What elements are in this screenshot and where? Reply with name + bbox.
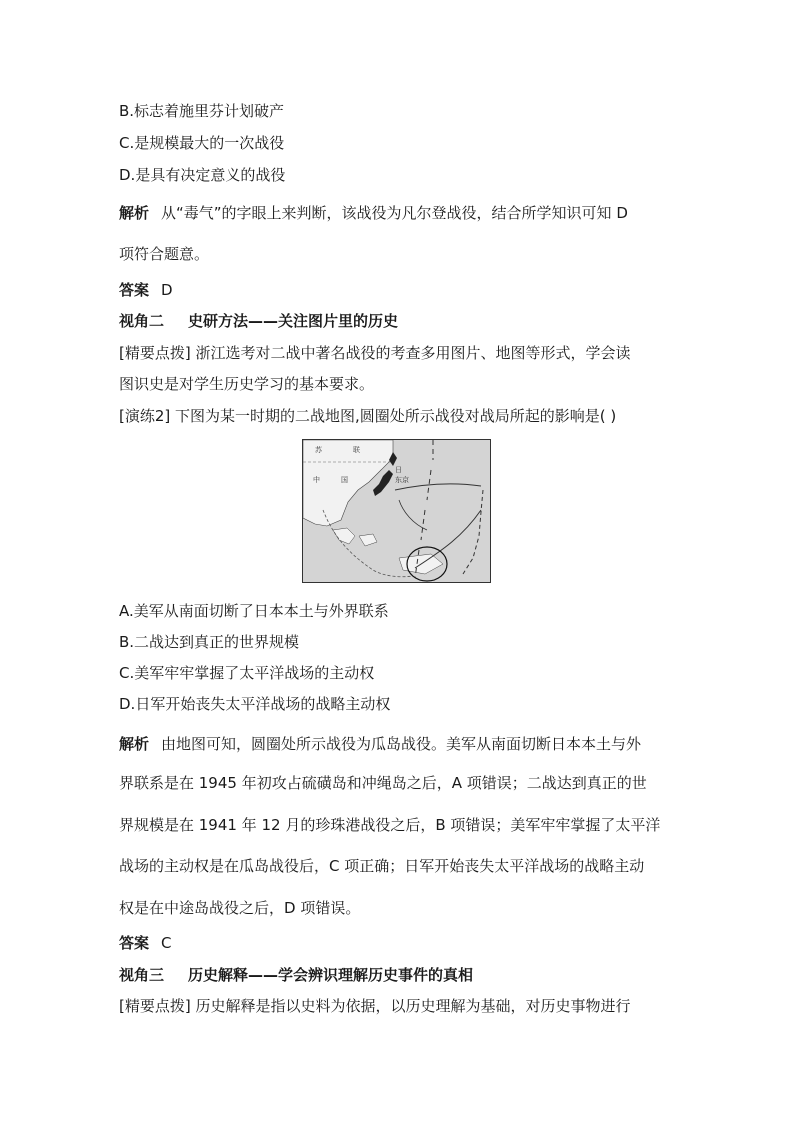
section2-tip-label: [精要点拨] [119,344,191,362]
map-label-su: 苏 [315,446,322,454]
section2-tip-line1 [119,343,631,363]
section3-label: 视角三 [119,966,165,984]
option2-a: A.美军从南面切断了日本本土与外界联系 [119,602,389,620]
answer1-value: D [161,281,173,299]
map-label-tokyo: 东京 [395,476,409,484]
section2-label: 视角二 [119,312,165,330]
section3-tip-label: [精要点拨] [119,997,191,1015]
analysis1-text1: 从“毒气”的字眼上来判断，该战役为凡尔登战役，结合所学知识可知 D [161,204,628,222]
section2-title [119,311,398,331]
section2-tip-text1: 浙江选考对二战中著名战役的考查多用图片、地图等形式，学会读 [195,344,631,362]
section3-title [119,965,473,985]
answer1 [119,280,173,300]
map-label-ri: 日 [395,466,402,474]
map-svg [303,440,490,582]
analysis2-text1: 由地图可知，圆圈处所示战役为瓜岛战役。美军从南面切断日本本土与外 [161,735,642,753]
section3-tip-text1: 历史解释是指以史料为依据，以历史理解为基础，对历史事物进行 [195,997,631,1015]
answer2 [119,933,172,953]
analysis2-label: 解析 [119,735,150,753]
map-label-lian: 联 [353,446,360,454]
map-label-zhong: 中 [313,476,320,484]
option-d-top: D.是具有决定意义的战役 [119,166,286,184]
analysis1-line1 [119,203,628,223]
section3-tip-line1 [119,996,631,1016]
answer2-value: C [161,934,172,952]
analysis1-line2: 项符合题意。 [119,245,210,263]
analysis2-line1 [119,734,641,754]
map-label-guo: 国 [341,476,348,484]
analysis1-label: 解析 [119,204,150,222]
option-b-top: B.标志着施里芬计划破产 [119,102,285,120]
analysis2-line3: 界规模是在 1941 年 12 月的珍珠港战役之后，B 项错误；美军牢牢掌握了太平洋 [119,816,661,834]
ww2-pacific-map [302,439,491,583]
option2-b: B.二战达到真正的世界规模 [119,633,300,651]
analysis2-line4: 战场的主动权是在瓜岛战役后，C 项正确；日军开始丧失太平洋战场的战略主动 [119,857,645,875]
analysis2-line2: 界联系是在 1945 年初攻占硫磺岛和冲绳岛之后，A 项错误；二战达到真正的世 [119,774,647,792]
answer2-label: 答案 [119,934,150,952]
answer1-label: 答案 [119,281,150,299]
section2-text: 史研方法——关注图片里的历史 [188,312,399,330]
analysis2-line5: 权是在中途岛战役之后，D 项错误。 [119,899,361,917]
option2-c: C.美军牢牢掌握了太平洋战场的主动权 [119,664,375,682]
section3-text: 历史解释——学会辨识理解历史事件的真相 [188,966,474,984]
option2-d: D.日军开始丧失太平洋战场的战略主动权 [119,695,391,713]
section2-tip-line2: 图识史是对学生历史学习的基本要求。 [119,375,375,393]
exercise2-question: [演练2] 下图为某一时期的二战地图,圆圈处所示战役对战局所起的影响是( ) [119,407,617,425]
option-c-top: C.是规模最大的一次战役 [119,134,285,152]
